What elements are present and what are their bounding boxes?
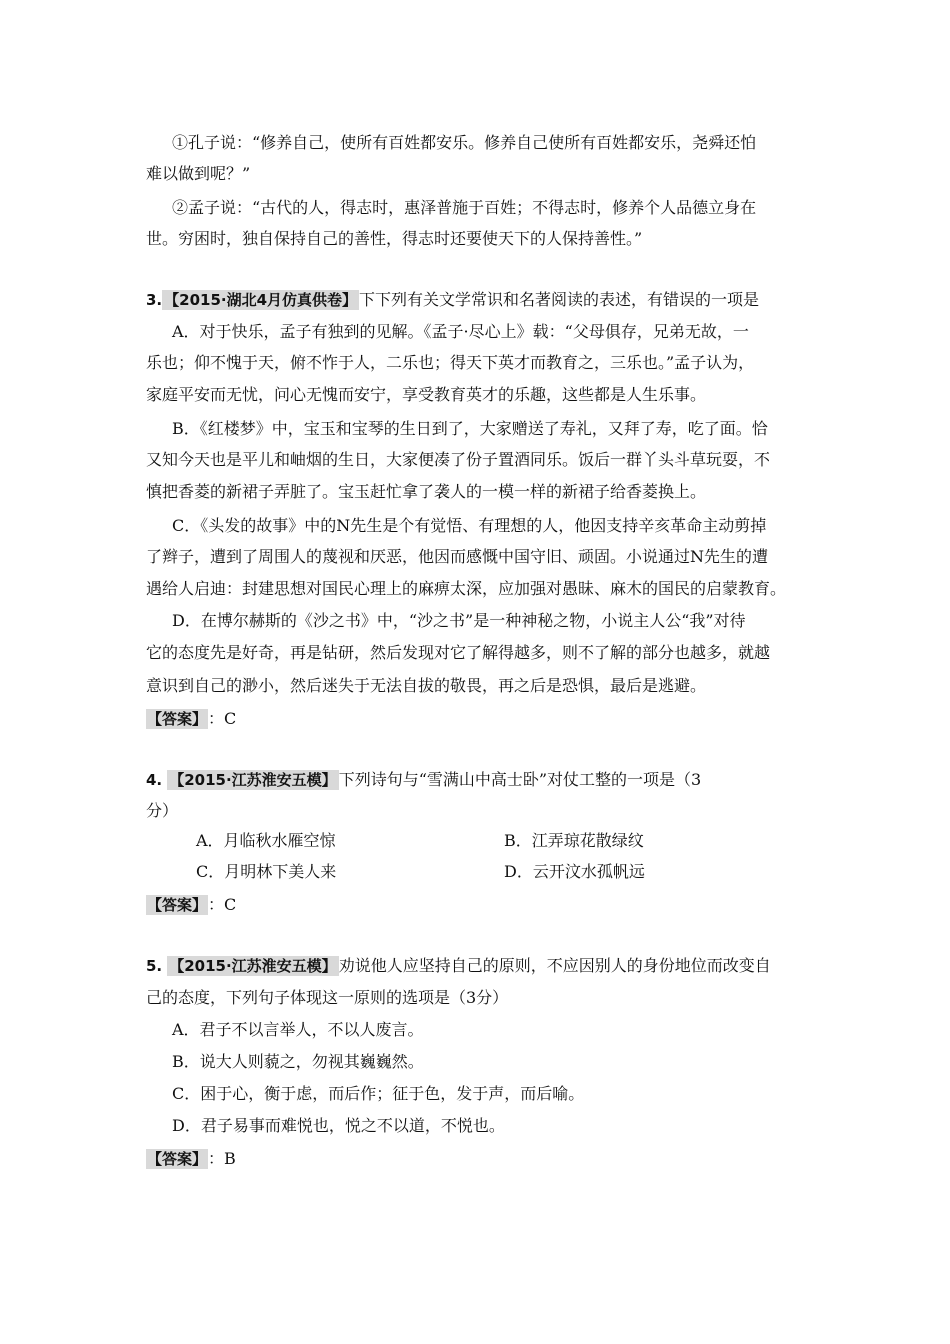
q4-stem-line2: 分）: [146, 801, 179, 820]
q3-option-a-line2: 乐也；仰不愧于天，俯不怍于人，二乐也；得天下英才而教育之，三乐也。”孟子认为，: [146, 353, 755, 372]
q4-source-tag: 【2015·江苏淮安五模】: [169, 771, 337, 789]
q5-number: 5.: [146, 957, 163, 975]
q4-stem: [146, 770, 701, 790]
q5-answer: [146, 1149, 236, 1169]
q3-answer: [146, 709, 236, 729]
q3-option-b-line1: B．《红楼梦》中，宝玉和宝琴的生日到了，大家赠送了寿礼，又拜了寿，吃了面。恰: [172, 419, 768, 438]
q3-option-b-line2: 又知今天也是平儿和岫烟的生日，大家便凑了份子置酒同乐。饭后一群丫头斗草玩耍，不: [146, 450, 771, 469]
q5-option-d: D．君子易事而难悦也，悦之不以道，不悦也。: [172, 1116, 505, 1135]
q3-stem: [146, 290, 759, 310]
q5-option-c: C．困于心，衡于虑，而后作；征于色，发于声，而后喻。: [172, 1084, 585, 1103]
q5-source-tag: 【2015·江苏淮安五模】: [169, 957, 337, 975]
q3-option-c-line2: 了辫子，遭到了周围人的蔑视和厌恶，他因而感慨中国守旧、顽固。小说通过N先生的遭: [146, 547, 769, 566]
q3-option-d-line3: 意识到自己的渺小，然后迷失于无法自拔的敬畏，再之后是恐惧，最后是逃避。: [146, 676, 707, 695]
q4-option-a: A．月临秋水雁空惊: [196, 831, 336, 850]
q3-answer-label: 【答案】: [147, 710, 208, 728]
q3-option-a-line1: A．对于快乐，孟子有独到的见解。《孟子·尽心上》载：“父母俱存，兄弟无故，一: [172, 322, 749, 341]
q3-option-c-line1: C．《头发的故事》中的N先生是个有觉悟、有理想的人，他因支持辛亥革命主动剪掉: [172, 516, 767, 535]
intro-p2-line1: ②孟子说：“古代的人，得志时，惠泽普施于百姓；不得志时，修养个人品德立身在: [172, 198, 757, 217]
intro-p2-line2: 世。穷困时，独自保持自己的善性，得志时还要使天下的人保持善性。”: [146, 229, 643, 248]
q3-option-b-line3: 慎把香菱的新裙子弄脏了。宝玉赶忙拿了袭人的一模一样的新裙子给香菱换上。: [146, 482, 707, 501]
q3-stem-text: 下下列有关文学常识和名著阅读的表述，有错误的一项是: [359, 290, 760, 309]
q5-answer-label: 【答案】: [147, 1150, 208, 1168]
q4-option-d: D．云开汶水孤帆远: [504, 862, 645, 881]
q3-option-a-line3: 家庭平安而无忧，问心无愧而安宁，享受教育英才的乐趣，这些都是人生乐事。: [146, 385, 707, 404]
q4-number: 4.: [146, 771, 163, 789]
q4-answer-label: 【答案】: [147, 896, 208, 914]
q5-stem-text: 劝说他人应坚持自己的原则，不应因别人的身份地位而改变自: [338, 956, 771, 975]
q3-answer-value: ：C: [208, 709, 237, 728]
intro-p1-line2: 难以做到呢？”: [146, 164, 251, 183]
q4-answer-value: ：C: [208, 895, 237, 914]
q3-source-tag: 【2015·湖北4月仿真供卷】: [164, 291, 358, 309]
q5-option-a: A．君子不以言举人，不以人废言。: [172, 1020, 424, 1039]
q4-stem-text: 下列诗句与“雪满山中高士卧”对仗工整的一项是（3: [338, 770, 702, 789]
q5-stem-line2: 己的态度，下列句子体现这一原则的选项是（3分）: [146, 988, 509, 1007]
q3-option-c-line3: 遇给人启迪：封建思想对国民心理上的麻痹太深，应加强对愚昧、麻木的国民的启蒙教育。: [146, 579, 787, 598]
q4-option-c: C．月明林下美人来: [196, 862, 337, 881]
q5-stem: [146, 956, 771, 976]
q3-option-d-line1: D．在博尔赫斯的《沙之书》中，“沙之书”是一种神秘之物，小说主人公“我”对待: [172, 611, 746, 630]
q3-option-d-line2: 它的态度先是好奇，再是钻研，然后发现对它了解得越多，则不了解的部分也越多，就越: [146, 643, 771, 662]
q4-option-b: B．江弄琼花散绿纹: [504, 831, 644, 850]
q4-answer: [146, 895, 236, 915]
q5-answer-value: ：B: [208, 1149, 236, 1168]
q3-number: 3.: [146, 291, 163, 309]
intro-p1-line1: ①孔子说：“修养自己，使所有百姓都安乐。修养自己使所有百姓都安乐，尧舜还怕: [172, 133, 757, 152]
q5-option-b: B．说大人则藐之，勿视其巍巍然。: [172, 1052, 424, 1071]
